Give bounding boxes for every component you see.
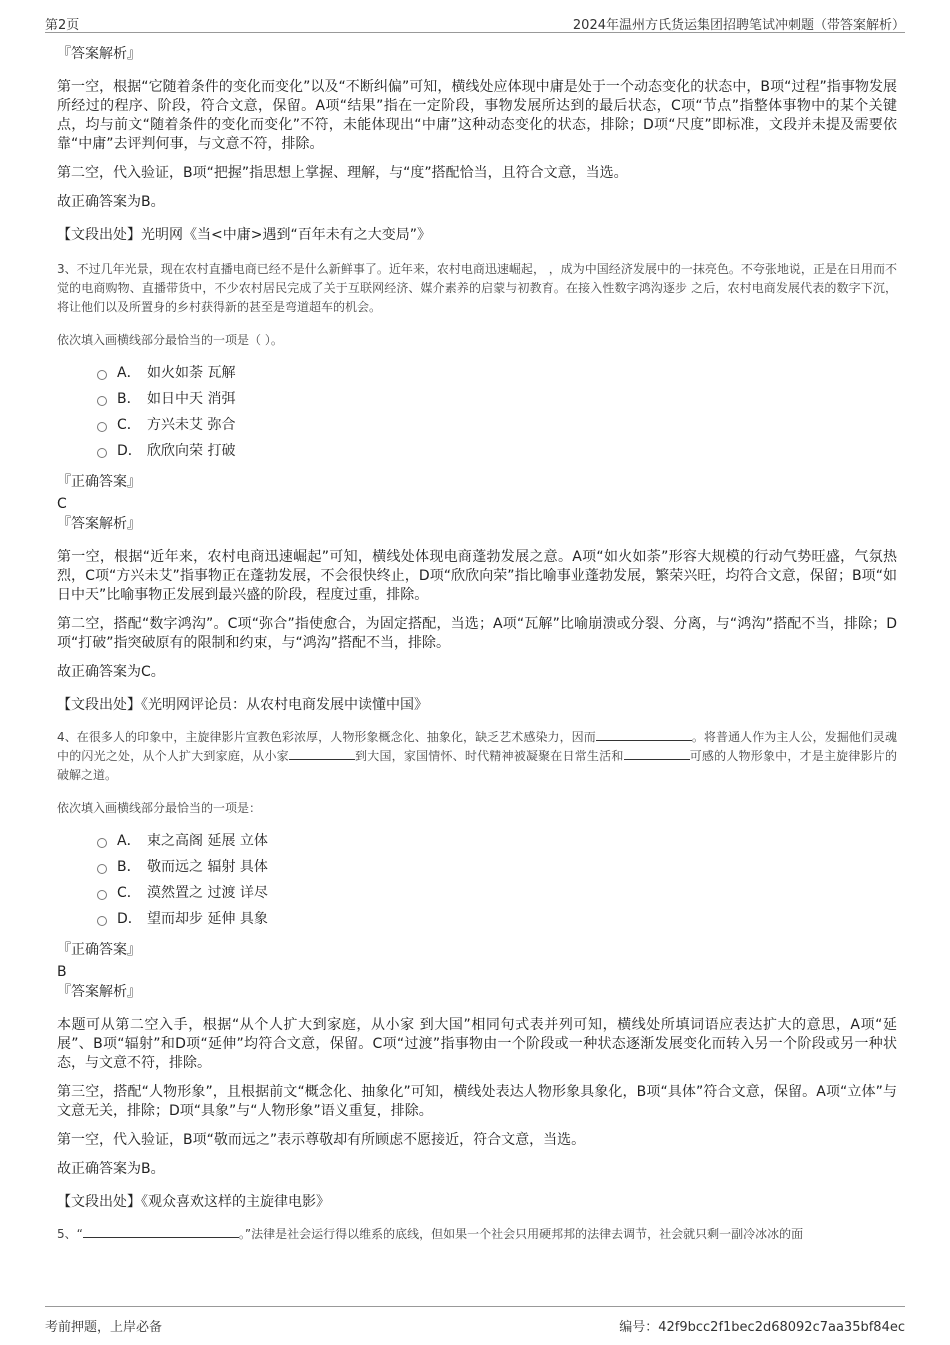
q3-stem: 3、不过几年光景，现在农村直播电商已经不是什么新鲜事了。近年来，农村电商迅速崛起， ，成为中国经济发展中的一抹亮色。不夸张地说，正是在日用而不觉的电商购物、直播带货中，不少农村居民完成了关于互联网经济、媒介素养的启蒙与初教育。在接入性数字鸿沟逐步 之后，农村电商发展代表的数字下沉，将让他们以及所置身的乡村获得新的甚至是弯道超车的机会。 xyxy=(57,262,897,314)
q2-analysis-p1: 第一空，根据“它随着条件的变化而变化”以及“不断纠偏”可知，横线处应体现中庸是处于一个动态变化的状态中，B项“过程”指事物发展所经过的程序、阶段，符合文意，保留。A项“结果”指在一定阶段，事物发展所达到的最后状态，C项“节点”指整体事物中的某个关键点，均与前文“随着条件的变化而变化”不符，未能体现出“中庸”这种动态变化的状态，排除；D项“尺度”即标准，文段并未提及需要依靠“中庸”去评判何事，与文意不符，排除。 xyxy=(57,79,897,152)
radio-icon[interactable] xyxy=(97,370,107,380)
q4-option-d[interactable]: D． 望而却步 延伸 具象 xyxy=(97,906,897,932)
radio-icon[interactable] xyxy=(97,838,107,848)
radio-icon[interactable] xyxy=(97,422,107,432)
radio-icon[interactable] xyxy=(97,916,107,926)
blank-1 xyxy=(596,728,692,741)
q4-analysis-label: 『答案解析』 xyxy=(57,984,141,1000)
q3-option-b[interactable]: B． 如日中天 消弭 xyxy=(97,386,897,412)
q4-option-a[interactable]: A． 束之高阁 延展 立体 xyxy=(97,828,897,854)
radio-icon[interactable] xyxy=(97,890,107,900)
radio-icon[interactable] xyxy=(97,448,107,458)
page-number: 第2页 xyxy=(45,18,80,33)
q4-instruction: 依次填入画横线部分最恰当的一项是： xyxy=(57,801,262,815)
q4-analysis-p2: 第三空，搭配“人物形象”，且根据前文“概念化、抽象化”可知，横线处表达人物形象具象化，B项“具体”符合文意，保留。A项“立体”与文意无关，排除；D项“具象”与“人物形象”语义重复，排除。 xyxy=(57,1084,897,1119)
page-footer xyxy=(45,1306,905,1337)
q3-analysis-p2: 第二空，搭配“数字鸿沟”。C项“弥合”指使愈合，为固定搭配，当选；A项“瓦解”比喻崩溃或分裂、分离，与“鸿沟”搭配不当，排除；D项“打破”指突破原有的限制和约束，与“鸿沟”搭配不当，排除。 xyxy=(57,616,897,651)
q3-instruction: 依次填入画横线部分最恰当的一项是（ ）。 xyxy=(57,333,283,347)
document-body xyxy=(57,44,897,1254)
q4-option-c[interactable]: C． 漠然置之 过渡 详尽 xyxy=(97,880,897,906)
document-title: 2024年温州方氏货运集团招聘笔试冲刺题（带答案解析） xyxy=(572,18,905,33)
q3-option-a[interactable]: A． 如火如荼 瓦解 xyxy=(97,360,897,386)
q4-analysis-p4: 故正确答案为B。 xyxy=(57,1161,165,1177)
blank-3 xyxy=(624,747,690,760)
page-header xyxy=(45,8,905,33)
blank-1 xyxy=(83,1225,239,1238)
q4-option-b[interactable]: B． 敬而远之 辐射 具体 xyxy=(97,854,897,880)
q3-correct-answer: C xyxy=(57,496,67,512)
blank-2 xyxy=(289,747,355,760)
q5-stem: 5、“ 。”法律是社会运行得以维系的底线，但如果一个社会只用硬邦邦的法律去调节，社会就只剩一副冷冰冰的面 xyxy=(57,1227,804,1241)
q3-source: 【文段出处】《光明网评论员：从农村电商发展中读懂中国》 xyxy=(57,697,428,713)
q3-options xyxy=(97,360,897,464)
q4-options xyxy=(97,828,897,932)
radio-icon[interactable] xyxy=(97,864,107,874)
q2-analysis-p3: 故正确答案为B。 xyxy=(57,194,165,210)
q3-analysis-p1: 第一空，根据“近年来，农村电商迅速崛起”可知，横线处体现电商蓬勃发展之意。A项“如火如荼”形容大规模的行动气势旺盛，气氛热烈，C项“方兴未艾”指事物正在蓬勃发展，不会很快终止，D项“欣欣向荣”指比喻事业蓬勃发展，繁荣兴旺，均符合文意，保留；B项“如日中天”比喻事物正发展到最兴盛的阶段，程度过重，排除。 xyxy=(57,549,897,603)
q2-analysis-p2: 第二空，代入验证，B项“把握”指思想上掌握、理解，与“度”搭配恰当，且符合文意，当选。 xyxy=(57,165,628,181)
radio-icon[interactable] xyxy=(97,396,107,406)
q4-stem: 4、在很多人的印象中，主旋律影片宣教色彩浓厚，人物形象概念化、抽象化，缺乏艺术感染力，因而 。将普通人作为主人公，发掘他们灵魂中的闪光之处，从个人扩大到家庭，从小家 到大国，家国情怀、时代精神被凝聚在日常生活和 可感的人物形象中，才是主旋律影片的破解之道。 xyxy=(57,730,897,782)
q3-analysis-label: 『答案解析』 xyxy=(57,516,141,532)
q4-analysis-p3: 第一空，代入验证，B项“敬而远之”表示尊敬却有所顾虑不愿接近，符合文意，当选。 xyxy=(57,1132,586,1148)
q3-option-d[interactable]: D． 欣欣向荣 打破 xyxy=(97,438,897,464)
q4-correct-label: 『正确答案』 xyxy=(57,942,141,958)
footer-slogan: 考前押题，上岸必备 xyxy=(45,1320,163,1335)
q2-analysis-label: 『答案解析』 xyxy=(57,46,141,62)
q2-source: 【文段出处】光明网《当<中庸>遇到“百年未有之大变局”》 xyxy=(57,227,431,243)
q3-option-c[interactable]: C． 方兴未艾 弥合 xyxy=(97,412,897,438)
q3-correct-label: 『正确答案』 xyxy=(57,474,141,490)
q4-source: 【文段出处】《观众喜欢这样的主旋律电影》 xyxy=(57,1194,330,1210)
q4-analysis-p1: 本题可从第二空入手，根据“从个人扩大到家庭，从小家 到大国”相同句式表并列可知，横线处所填词语应表达扩大的意思，A项“延展”、B项“辐射”和D项“延伸”均符合文意，保留。C项“过渡”指事物由一个阶段或一种状态逐渐发展变化而转入另一个阶段或另一种状态，与文意不符，排除。 xyxy=(57,1017,897,1071)
q3-analysis-p3: 故正确答案为C。 xyxy=(57,664,165,680)
document-id: 编号：42f9bcc2f1bec2d68092c7aa35bf84ec xyxy=(619,1320,905,1335)
q4-correct-answer: B xyxy=(57,964,67,980)
